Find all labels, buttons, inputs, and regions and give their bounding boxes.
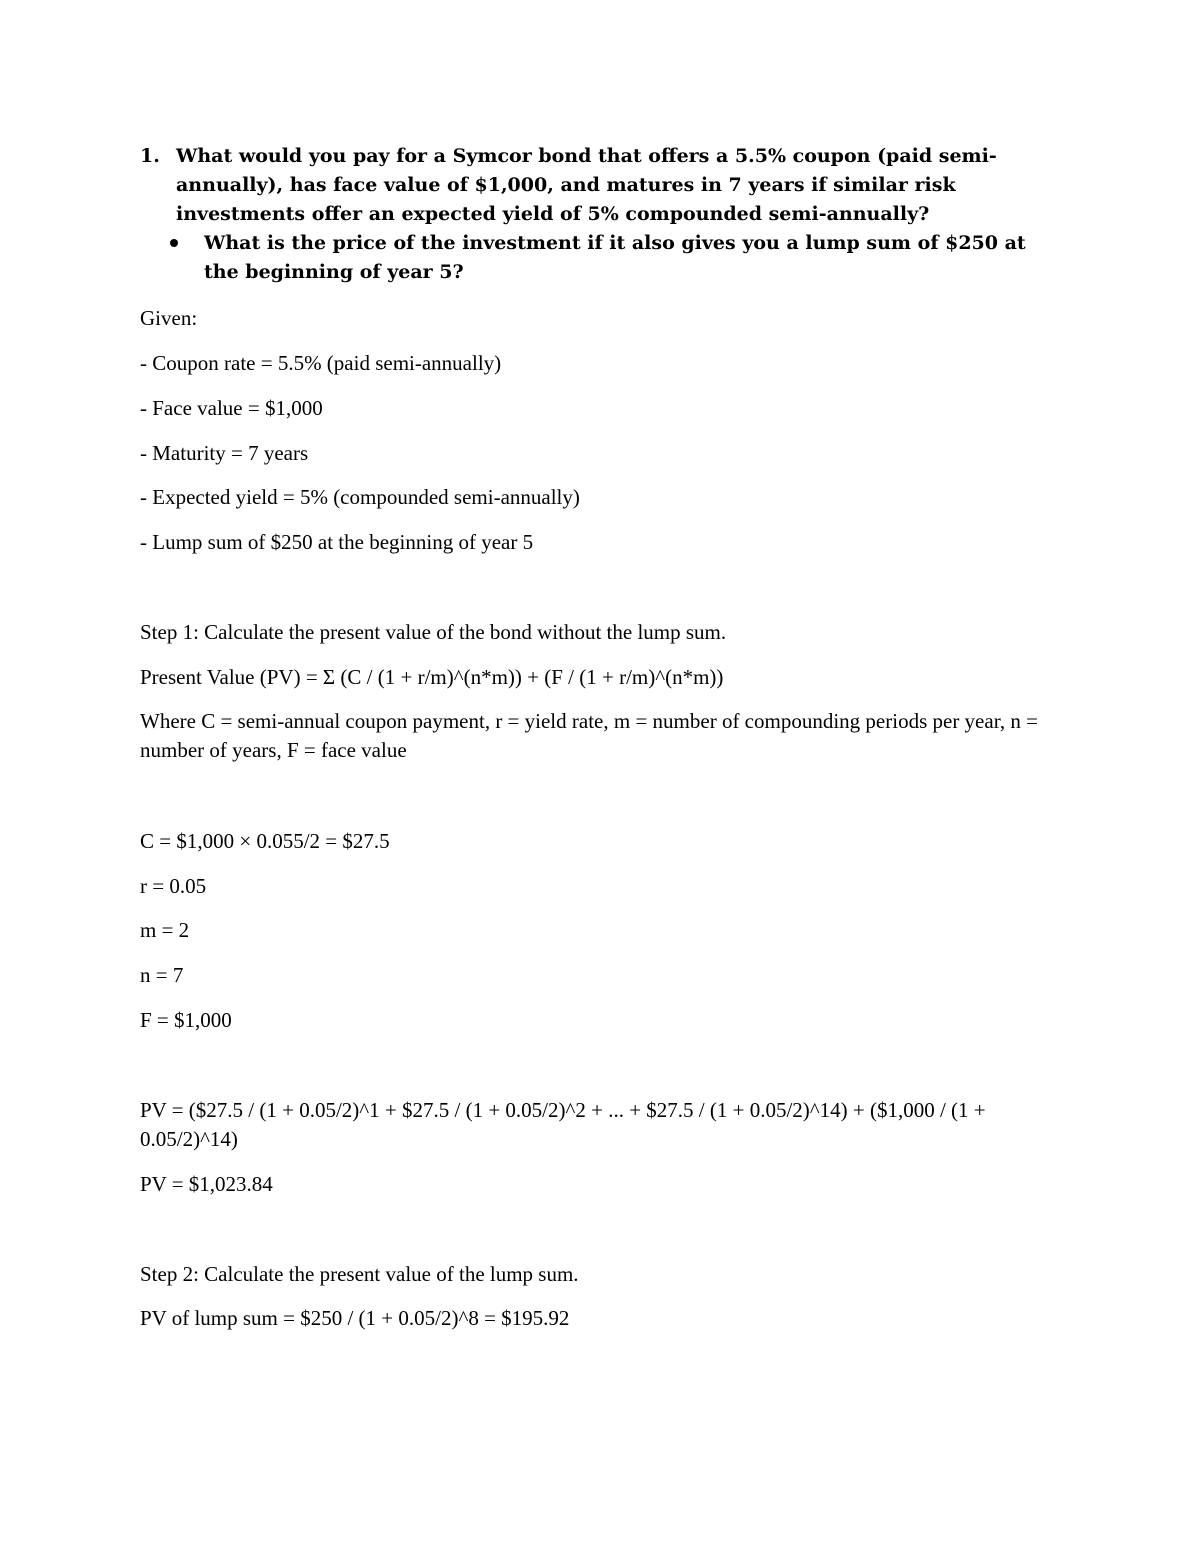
var-f: F = $1,000 xyxy=(140,1008,232,1032)
var-c: C = $1,000 × 0.055/2 = $27.5 xyxy=(140,829,390,853)
given-item-lump-sum: - Lump sum of $250 at the beginning of year 5 xyxy=(140,530,534,554)
question-number: 1. xyxy=(140,145,160,167)
step1-heading: Step 1: Calculate the present value of the bond without the lump sum. xyxy=(140,620,727,644)
given-label: Given: xyxy=(140,306,198,330)
step2-heading: Step 2: Calculate the present value of the lump sum. xyxy=(140,1262,579,1286)
question-text: What would you pay for a Symcor bond that offers a 5.5% coupon (paid semi-annually), has face value of $1,000, and matures in 7 years if similar risk investments offer an expected yield of 5% compounded semi-annually? xyxy=(176,145,997,225)
step1-calculation: PV = ($27.5 / (1 + 0.05/2)^1 + $27.5 / (1 + 0.05/2)^2 + ... + $27.5 / (1 + 0.05/2)^14) + ($1,000 / (1 + 0.05/2)^14) xyxy=(140,1098,986,1151)
step2-calculation: PV of lump sum = $250 / (1 + 0.05/2)^8 = $195.92 xyxy=(140,1306,570,1330)
given-item-coupon-rate: - Coupon rate = 5.5% (paid semi-annually) xyxy=(140,351,502,375)
step1-formula: Present Value (PV) = Σ (C / (1 + r/m)^(n*m)) + (F / (1 + r/m)^(n*m)) xyxy=(140,665,724,689)
question-item xyxy=(140,142,1060,229)
question-bullet xyxy=(168,229,1060,287)
step1-where: Where C = semi-annual coupon payment, r = yield rate, m = number of compounding periods per year, n = number of years, F = face value xyxy=(140,709,1038,762)
bullet-icon xyxy=(168,229,204,287)
question-block xyxy=(140,142,1060,287)
var-r: r = 0.05 xyxy=(140,874,207,898)
given-item-maturity: - Maturity = 7 years xyxy=(140,441,309,465)
given-item-face-value: - Face value = $1,000 xyxy=(140,396,323,420)
given-item-expected-yield: - Expected yield = 5% (compounded semi-annually) xyxy=(140,485,580,509)
bullet-text: What is the price of the investment if it also gives you a lump sum of $250 at the beginning of year 5? xyxy=(204,232,1026,283)
var-n: n = 7 xyxy=(140,963,184,987)
var-m: m = 2 xyxy=(140,918,190,942)
step1-result: PV = $1,023.84 xyxy=(140,1172,273,1196)
